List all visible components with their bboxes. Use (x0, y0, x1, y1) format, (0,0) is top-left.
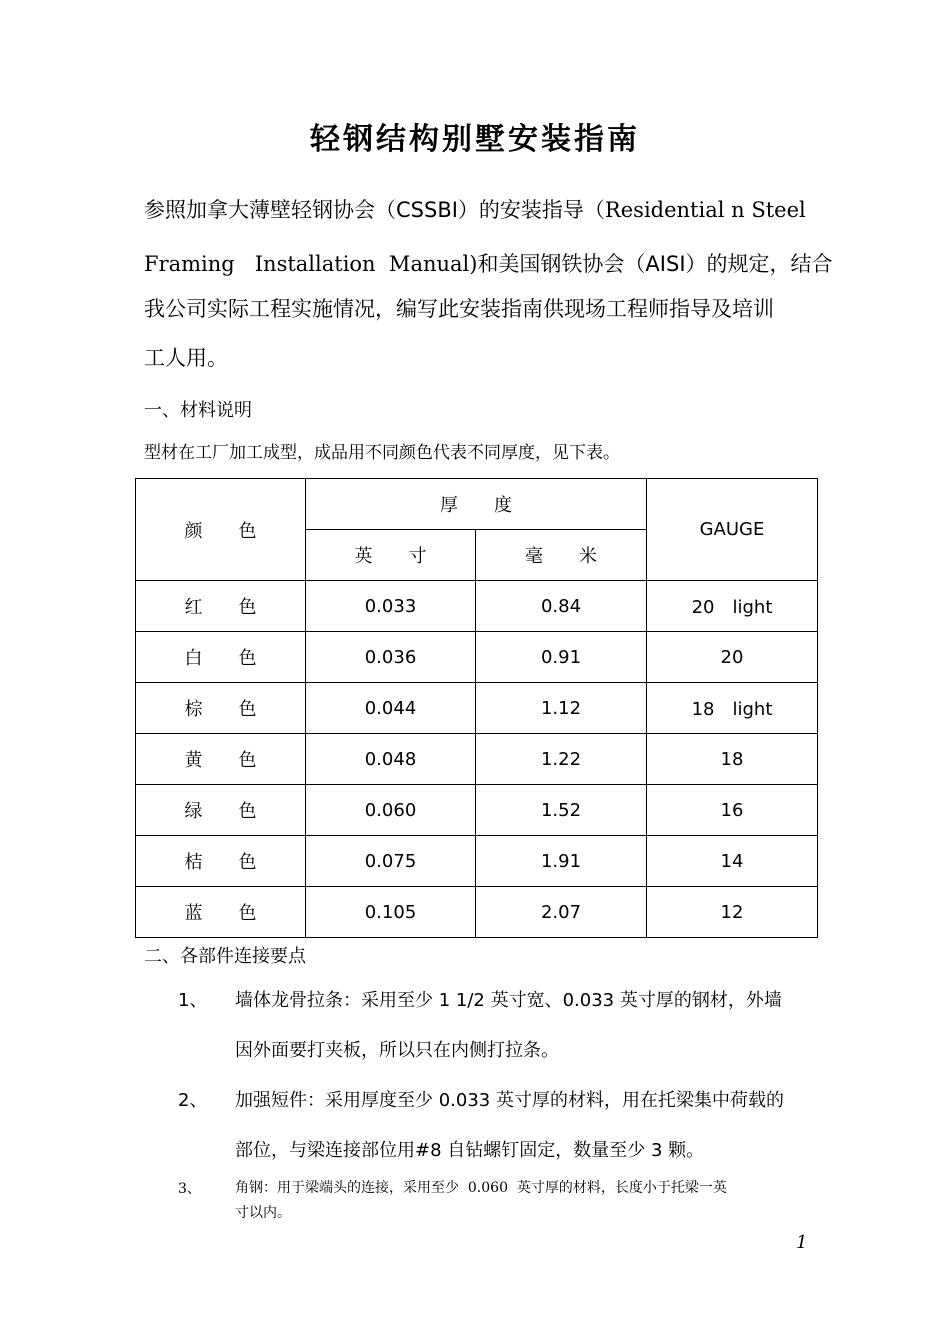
intro-line-3: 我公司实际工程实施情况，编写此安装指南供现场工程师指导及培训 (144, 297, 774, 321)
intro-line-1-en: Residential n Steel (604, 198, 806, 222)
cell-inch: 0.044 (306, 683, 476, 734)
item-1-line-1: 墙体龙骨拉条：采用至少 1 1/2 英寸宽、0.033 英寸厚的钢材，外墙 (235, 990, 782, 1011)
header-mm: 毫 米 (476, 530, 647, 581)
section1-subtext: 型材在工厂加工成型，成品用不同颜色代表不同厚度，见下表。 (144, 443, 620, 463)
table-row (136, 887, 818, 938)
item-3-line-1: 角钢：用于梁端头的连接，采用至少 0.060 英寸厚的材料，长度小于托梁一英 (235, 1180, 727, 1196)
section2-heading: 二、各部件连接要点 (144, 946, 306, 967)
intro-line-2-cn: 和美国钢铁协会（AISI）的规定，结合 (477, 252, 833, 276)
table-row (136, 683, 818, 734)
item-1-line-2: 因外面要打夹板，所以只在内侧打拉条。 (235, 1040, 559, 1061)
thickness-table (135, 478, 818, 938)
table-row (136, 581, 818, 632)
header-gauge: GAUGE (647, 479, 818, 581)
cell-inch: 0.075 (306, 836, 476, 887)
table-row (136, 632, 818, 683)
page-number: 1 (796, 1232, 808, 1253)
header-inch: 英 寸 (306, 530, 476, 581)
cell-mm: 2.07 (476, 887, 647, 938)
cell-gauge: 18 light (647, 683, 818, 734)
item-3-number: 3、 (178, 1181, 201, 1197)
cell-color: 桔 色 (136, 836, 306, 887)
intro-line-2 (144, 248, 833, 278)
cell-mm: 0.91 (476, 632, 647, 683)
item-2-number: 2、 (178, 1090, 208, 1111)
cell-mm: 0.84 (476, 581, 647, 632)
item-2-line-1: 加强短件：采用厚度至少 0.033 英寸厚的材料，用在托梁集中荷载的 (235, 1090, 784, 1111)
cell-mm: 1.12 (476, 683, 647, 734)
cell-mm: 1.52 (476, 785, 647, 836)
header-color: 颜 色 (136, 479, 306, 581)
cell-inch: 0.033 (306, 581, 476, 632)
table-header-row (136, 479, 818, 530)
item-3-line-2: 寸以内。 (235, 1205, 291, 1221)
cell-inch: 0.048 (306, 734, 476, 785)
cell-inch: 0.036 (306, 632, 476, 683)
cell-inch: 0.105 (306, 887, 476, 938)
cell-color: 蓝 色 (136, 887, 306, 938)
intro-line-2-en: Framing Installation Manual) (144, 252, 478, 276)
cell-color: 黄 色 (136, 734, 306, 785)
cell-mm: 1.22 (476, 734, 647, 785)
item-2-line-2: 部位，与梁连接部位用#8 自钻螺钉固定，数量至少 3 颗。 (235, 1140, 705, 1161)
table-row (136, 734, 818, 785)
cell-color: 绿 色 (136, 785, 306, 836)
cell-mm: 1.91 (476, 836, 647, 887)
cell-color: 白 色 (136, 632, 306, 683)
header-thickness: 厚 度 (306, 479, 647, 530)
cell-gauge: 20 light (647, 581, 818, 632)
item-1-number: 1、 (178, 990, 208, 1011)
cell-color: 红 色 (136, 581, 306, 632)
document-title: 轻钢结构别墅安装指南 (310, 122, 640, 157)
intro-line-4: 工人用。 (144, 346, 228, 370)
table-row (136, 785, 818, 836)
section1-heading: 一、材料说明 (144, 400, 252, 421)
intro-line-1-cn: 参照加拿大薄壁轻钢协会（CSSBI）的安装指导（ (144, 198, 605, 222)
cell-gauge: 16 (647, 785, 818, 836)
cell-inch: 0.060 (306, 785, 476, 836)
cell-gauge: 20 (647, 632, 818, 683)
cell-gauge: 18 (647, 734, 818, 785)
cell-gauge: 14 (647, 836, 818, 887)
intro-line-1 (144, 194, 806, 224)
cell-gauge: 12 (647, 887, 818, 938)
cell-color: 棕 色 (136, 683, 306, 734)
table-row (136, 836, 818, 887)
